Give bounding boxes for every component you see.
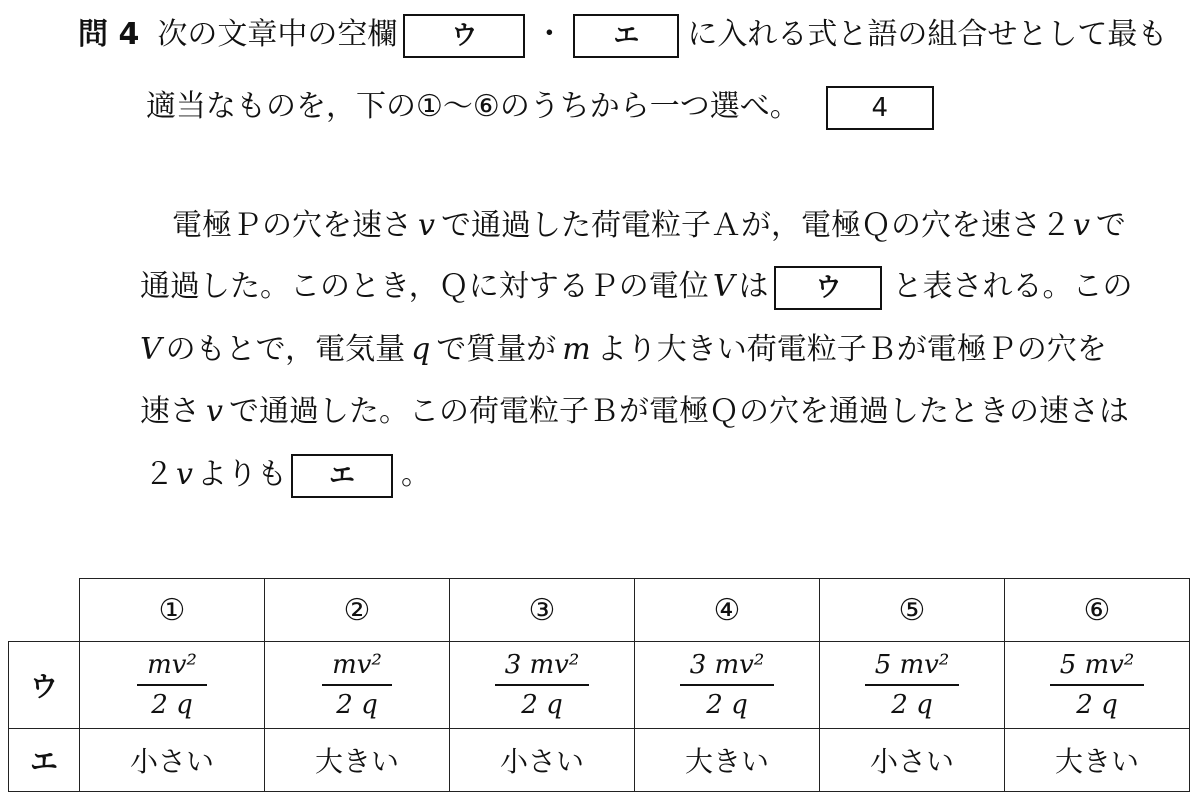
u-expression-cell — [1005, 642, 1190, 729]
blank-e-box-inline: エ — [291, 454, 393, 498]
denominator: 2 q — [151, 690, 193, 720]
passage-text: 。 — [400, 457, 431, 492]
var-q: q — [411, 332, 431, 367]
blank-u-box-inline: ウ — [774, 266, 882, 310]
numerator: mv² — [137, 648, 207, 686]
separator: ・ — [534, 17, 565, 52]
fraction — [495, 648, 590, 722]
e-word-cell: 大きい — [265, 729, 450, 792]
tilde: ～ — [442, 89, 473, 124]
denominator: 2 q — [891, 690, 933, 720]
var-V: V — [140, 332, 162, 367]
answer-number-box: 4 — [826, 86, 934, 130]
fraction — [137, 648, 207, 722]
question-intro-tail: に入れる式と語の組合せとして最も — [687, 17, 1168, 52]
fraction — [680, 648, 775, 722]
u-expression-cell — [450, 642, 635, 729]
denominator: 2 q — [1076, 690, 1118, 720]
var-V: V — [712, 269, 735, 304]
passage-text: で質量が — [436, 332, 557, 367]
instruction-text: 適当なものを，下の — [146, 89, 416, 124]
numerator: 3 mv² — [680, 648, 775, 686]
passage-text: より大きい荷電粒子Ｂが電極Ｐの穴を — [596, 332, 1107, 367]
blank-u-box: ウ — [403, 14, 525, 58]
u-expression-cell — [635, 642, 820, 729]
passage-text: で — [1095, 208, 1126, 243]
last-option-mark: ⑥ — [472, 89, 500, 124]
first-option-mark: ① — [416, 89, 443, 124]
var-v: v — [206, 394, 223, 429]
var-m: m — [562, 332, 591, 367]
question-line-2 — [146, 86, 934, 130]
passage-text: 通過した。このとき，Ｑに対するＰの電位 — [140, 269, 709, 304]
question-number: 問 4 — [78, 17, 140, 52]
passage-line-2 — [140, 266, 1132, 310]
numerator: 3 mv² — [495, 648, 590, 686]
option-header: ⑤ — [820, 579, 1005, 642]
passage-line-4 — [140, 392, 1129, 432]
answer-table — [8, 578, 1190, 792]
row-u-label: ウ — [9, 642, 80, 729]
passage-text: で通過した荷電粒子Ａが，電極Ｑの穴を速さ２ — [440, 208, 1071, 243]
passage-line-5 — [144, 454, 431, 498]
question-intro: 次の文章中の空欄 — [157, 17, 398, 52]
numerator: 5 mv² — [1050, 648, 1145, 686]
passage-line-1 — [172, 206, 1126, 246]
passage-text: のもとで，電気量 — [165, 332, 406, 367]
row-e-label: エ — [9, 729, 80, 792]
instruction-tail: のうちから一つ選べ。 — [499, 89, 800, 124]
var-v: v — [1072, 208, 1090, 243]
question-line-1 — [78, 14, 1167, 58]
fraction — [1050, 648, 1145, 722]
option-header: ⑥ — [1005, 579, 1190, 642]
passage-text: で通過した。この荷電粒子Ｂが電極Ｑの穴を通過したときの速さは — [228, 394, 1129, 429]
e-word-cell: 大きい — [1005, 729, 1190, 792]
row-u — [9, 642, 1190, 729]
e-word-cell: 小さい — [820, 729, 1005, 792]
passage-text: と表される。この — [892, 269, 1133, 304]
option-header: ① — [80, 579, 265, 642]
denominator: 2 q — [706, 690, 748, 720]
u-expression-cell — [265, 642, 450, 729]
denominator: 2 q — [336, 690, 378, 720]
option-header: ② — [265, 579, 450, 642]
fraction — [865, 648, 960, 722]
u-expression-cell — [820, 642, 1005, 729]
denominator: 2 q — [521, 690, 563, 720]
e-word-cell: 小さい — [450, 729, 635, 792]
u-expression-cell — [80, 642, 265, 729]
passage-text: ２ — [144, 457, 174, 492]
e-word-cell: 小さい — [80, 729, 265, 792]
option-header: ③ — [450, 579, 635, 642]
option-header-row — [9, 579, 1190, 642]
table-corner — [9, 579, 80, 642]
passage-text: は — [738, 269, 769, 304]
option-header: ④ — [635, 579, 820, 642]
passage-line-3 — [140, 330, 1107, 370]
var-v: v — [418, 208, 435, 243]
passage-text: 速さ — [140, 394, 200, 429]
numerator: mv² — [322, 648, 392, 686]
numerator: 5 mv² — [865, 648, 960, 686]
row-e — [9, 729, 1190, 792]
blank-e-box: エ — [573, 14, 679, 58]
fraction — [322, 648, 392, 722]
var-v: v — [176, 457, 193, 492]
e-word-cell: 大きい — [635, 729, 820, 792]
passage-text: よりも — [196, 457, 287, 492]
passage-text: 電極Ｐの穴を速さ — [172, 208, 412, 243]
